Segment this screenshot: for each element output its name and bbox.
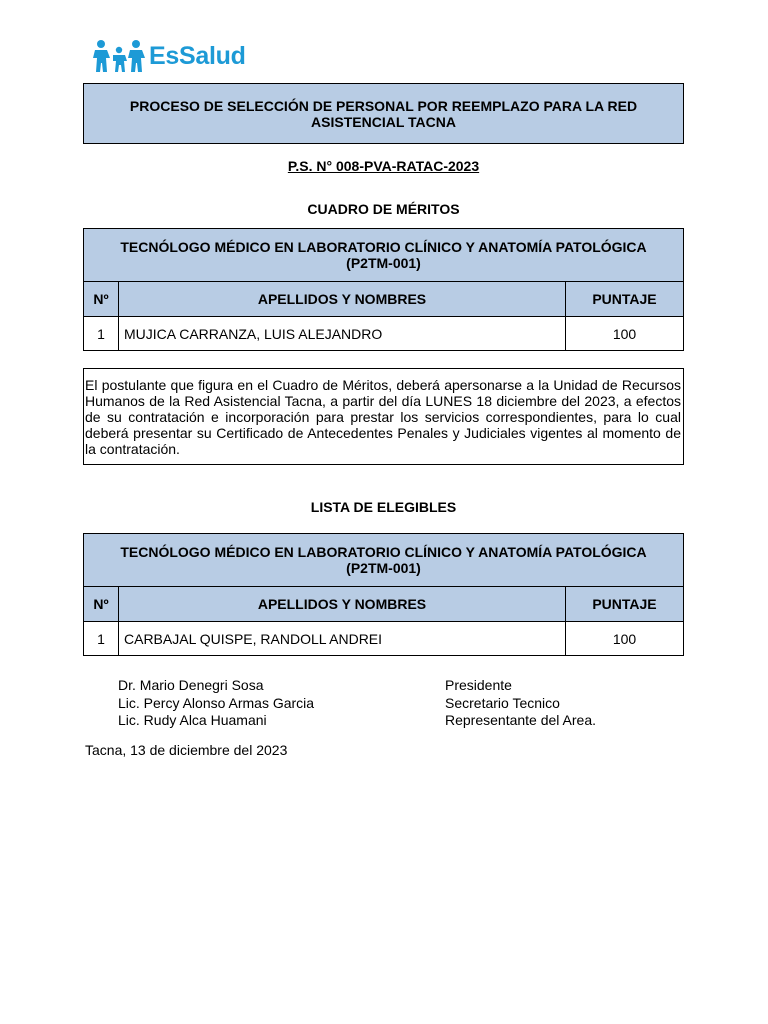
eligibles-position-header bbox=[84, 534, 684, 587]
signatory-role: Presidente bbox=[445, 677, 512, 693]
eligibles-table bbox=[83, 533, 684, 656]
signatory-name: Dr. Mario Denegri Sosa bbox=[118, 677, 264, 693]
column-header-number: Nº bbox=[84, 587, 119, 622]
signatory-role: Secretario Tecnico bbox=[445, 694, 560, 711]
row-score: 100 bbox=[566, 622, 684, 656]
merits-position: TECNÓLOGO MÉDICO EN LABORATORIO CLÍNICO Y ANATOMÍA PATOLÓGICA bbox=[120, 239, 647, 255]
row-name: MUJICA CARRANZA, LUIS ALEJANDRO bbox=[119, 317, 566, 351]
merits-position-code: (P2TM-001) bbox=[346, 255, 421, 271]
column-header-number: Nº bbox=[84, 282, 119, 317]
signatory-roles bbox=[445, 677, 596, 730]
signatory-names bbox=[118, 677, 314, 730]
merits-heading: CUADRO DE MÉRITOS bbox=[307, 201, 460, 217]
essalud-logo bbox=[92, 38, 246, 74]
eligibles-position: TECNÓLOGO MÉDICO EN LABORATORIO CLÍNICO Y ANATOMÍA PATOLÓGICA bbox=[120, 544, 647, 560]
table-row bbox=[84, 317, 684, 351]
column-header-score: PUNTAJE bbox=[566, 282, 684, 317]
row-number: 1 bbox=[84, 317, 119, 351]
document-title bbox=[83, 83, 684, 144]
signatory-name: Lic. Rudy Alca Huamani bbox=[118, 712, 267, 728]
column-header-name: APELLIDOS Y NOMBRES bbox=[119, 282, 566, 317]
signatory-name: Lic. Percy Alonso Armas Garcia bbox=[118, 694, 315, 711]
merits-position-header bbox=[84, 229, 684, 282]
column-header-score: PUNTAJE bbox=[566, 587, 684, 622]
notice-text: El postulante que figura en el Cuadro de Méritos, deberá apersonarse a la Unidad de Recursos Humanos de la Red Asistencial Tacna, a partir del día LUNES 18 diciembre del 2023, a efectos de su contratación e incorporación para prestar los servicios correspondientes, para lo cual deberá presentar su Certificado de Antecedentes Penales y Judiciales vigentes al momento de la contratación. bbox=[83, 368, 684, 465]
merits-table bbox=[83, 228, 684, 351]
signatory-role: Representante del Area. bbox=[445, 712, 596, 728]
table-row bbox=[84, 622, 684, 656]
logo-wordmark: EsSalud bbox=[149, 41, 246, 70]
place-and-date: Tacna, 13 de diciembre del 2023 bbox=[85, 742, 288, 758]
row-score: 100 bbox=[566, 317, 684, 351]
row-name: CARBAJAL QUISPE, RANDOLL ANDREI bbox=[119, 622, 566, 656]
column-header-name: APELLIDOS Y NOMBRES bbox=[119, 587, 566, 622]
row-number: 1 bbox=[84, 622, 119, 656]
eligibles-position-code: (P2TM-001) bbox=[346, 560, 421, 576]
document-title-text: PROCESO DE SELECCIÓN DE PERSONAL POR REEMPLAZO PARA LA RED ASISTENCIAL TACNA bbox=[129, 97, 638, 130]
eligibles-heading: LISTA DE ELEGIBLES bbox=[310, 499, 457, 515]
family-figures-icon bbox=[92, 39, 148, 73]
process-number: P.S. N° 008-PVA-RATAC-2023 bbox=[287, 158, 480, 174]
